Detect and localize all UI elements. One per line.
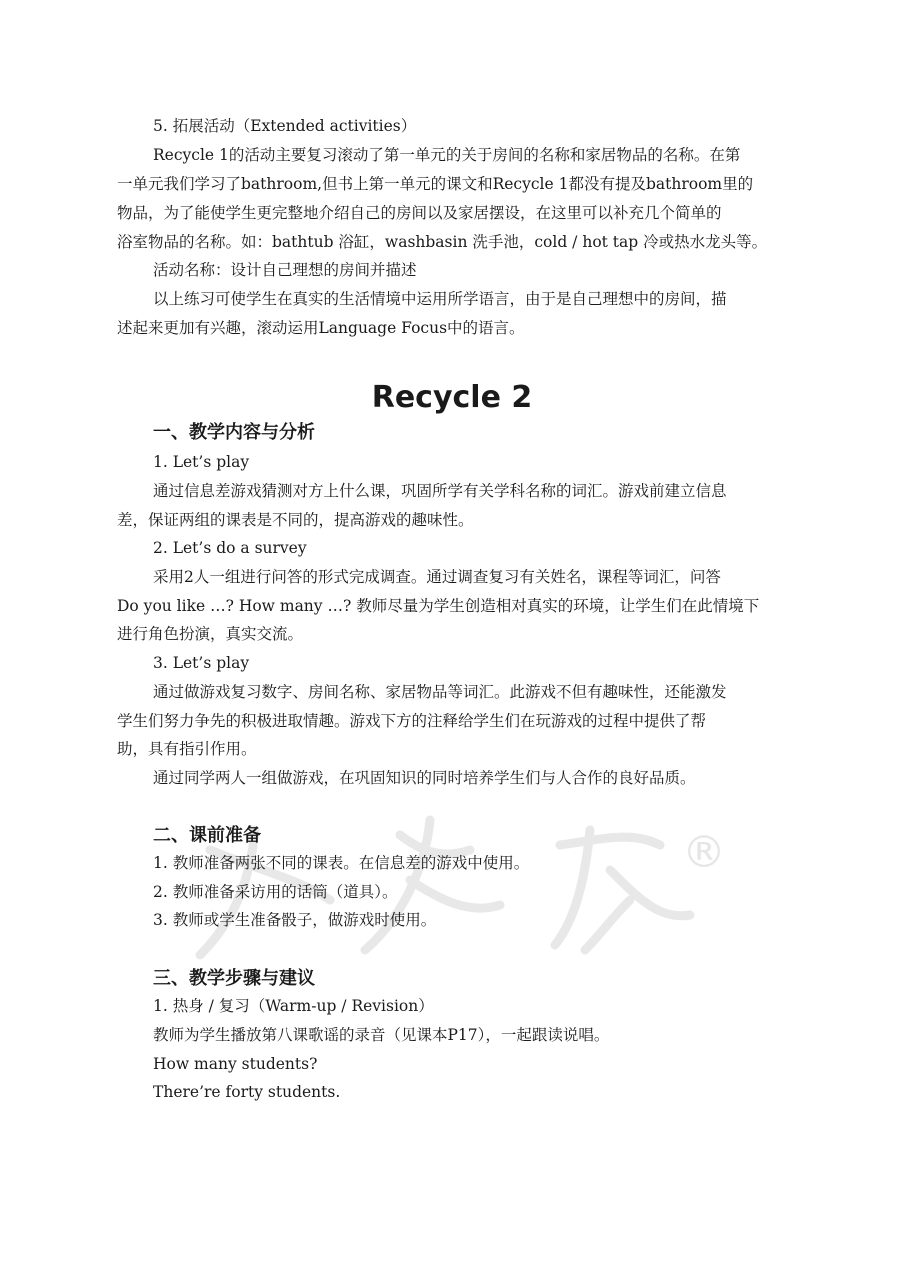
step-text: 教师为学生播放第八课歌谣的录音（见课本P17），一起跟读说唱。 — [153, 1026, 610, 1044]
item-label: 1. Let’s play — [153, 453, 250, 471]
item-text-line: 进行角色扮演，真实交流。 — [117, 625, 304, 643]
chant-question: How many students? — [153, 1055, 318, 1073]
item-text-line: 差，保证两组的课表是不同的，提高游戏的趣味性。 — [117, 511, 474, 529]
item-label: 3. Let’s play — [153, 654, 250, 672]
item-text-line: Do you like …? How many …? 教师尽量为学生创造相对真实的环境，让学生们在此情境下 — [117, 597, 760, 615]
page-title: Recycle 2 — [371, 380, 533, 415]
list-item: 2. 教师准备采访用的话筒（道具）。 — [153, 883, 398, 901]
list-item: 1. 教师准备两张不同的课表。在信息差的游戏中使用。 — [153, 854, 530, 872]
section-heading: 三、教学步骤与建议 — [153, 968, 315, 989]
item-label: 2. Let’s do a survey — [153, 539, 307, 557]
item-text-line: 助，具有指引作用。 — [117, 740, 257, 758]
extended-heading: 5. 拓展活动（Extended activities） — [153, 117, 417, 135]
extended-text-line: 物品，为了能使学生更完整地介绍自己的房间以及家居摆设，在这里可以补充几个简单的 — [117, 204, 722, 222]
extended-text-line: 浴室物品的名称。如：bathtub 浴缸，washbasin 洗手池，cold / hot tap 冷或热水龙头等。 — [117, 233, 768, 251]
chant-answer: There’re forty students. — [153, 1083, 341, 1101]
section-heading: 二、课前准备 — [153, 825, 261, 846]
list-item: 3. 教师或学生准备骰子，做游戏时使用。 — [153, 911, 437, 929]
extended-text-line: 以上练习可使学生在真实的生活情境中运用所学语言，由于是自己理想中的房间，描 — [153, 290, 727, 308]
closing-text: 通过同学两人一组做游戏，在巩固知识的同时培养学生们与人合作的良好品质。 — [153, 769, 696, 787]
activity-name: 活动名称：设计自己理想的房间并描述 — [153, 261, 417, 279]
item-text-line: 通过做游戏复习数字、房间名称、家居物品等词汇。此游戏不但有趣味性，还能激发 — [153, 683, 727, 701]
item-text-line: 通过信息差游戏猜测对方上什么课，巩固所学有关学科名称的词汇。游戏前建立信息 — [153, 482, 727, 500]
extended-text-line: 一单元我们学习了bathroom,但书上第一单元的课文和Recycle 1都没有提及bathroom里的 — [117, 175, 754, 193]
extended-text-line: Recycle 1的活动主要复习滚动了第一单元的关于房间的名称和家居物品的名称。在第 — [153, 146, 741, 164]
extended-text-line: 述起来更加有兴趣，滚动运用Language Focus中的语言。 — [117, 319, 525, 337]
item-text-line: 学生们努力争先的积极进取情趣。游戏下方的注释给学生们在玩游戏的过程中提供了帮 — [117, 712, 707, 730]
step-label: 1. 热身 / 复习（Warm-up / Revision） — [153, 997, 434, 1015]
section-heading: 一、教学内容与分析 — [153, 422, 315, 443]
item-text-line: 采用2人一组进行问答的形式完成调查。通过调查复习有关姓名，课程等词汇，问答 — [153, 568, 721, 586]
registered-mark: ® — [682, 827, 726, 878]
